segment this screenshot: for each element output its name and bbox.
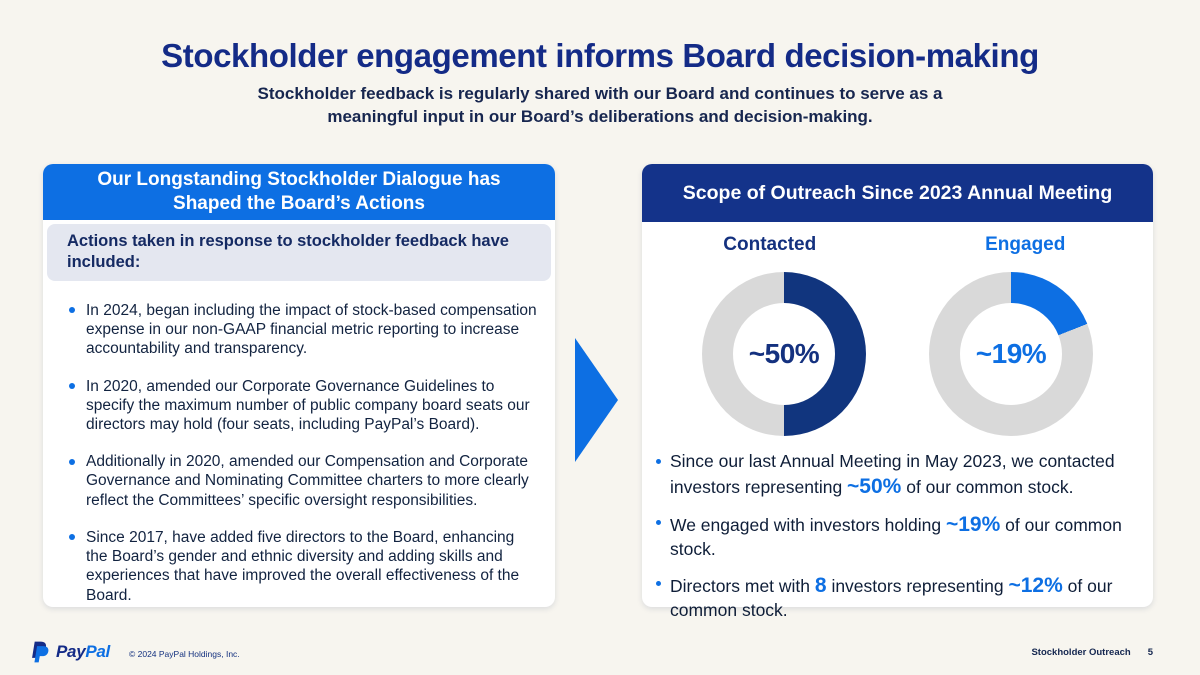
bullet-item: Additionally in 2020, amended our Compensation and Corporate Governance and Nominating Committee charters to more clearly reflect the Committees’ specific oversight responsibilities.: [69, 452, 539, 510]
bullet-item: In 2020, amended our Corporate Governance Guidelines to specify the maximum number of public company board seats our directors may hold (four seats, including PayPal’s Board).: [69, 377, 539, 435]
left-card-subheader: Actions taken in response to stockholder feedback have included:: [47, 224, 551, 281]
paypal-logo-icon: [30, 641, 49, 663]
right-bullet-list: [642, 436, 1153, 622]
left-bullet-list: [43, 281, 555, 605]
donut-hole: [733, 303, 835, 405]
paypal-wordmark: [56, 642, 110, 662]
right-arrow-icon: [575, 338, 618, 462]
engaged-donut-chart: [929, 272, 1093, 436]
engaged-label: Engaged: [985, 234, 1066, 255]
subtitle-line-2: meaningful input in our Board’s deliberations and decision-making.: [327, 106, 873, 126]
scope-of-outreach-card: [642, 164, 1153, 621]
section-label: Stockholder Outreach: [1031, 647, 1131, 658]
donut-hole: [960, 303, 1062, 405]
donut-center-label: ~19%: [975, 338, 1047, 369]
bullet-item: In 2024, began including the impact of stock-based compensation expense in our non-GAAP financial metric reporting to increase accountability and transparency.: [69, 301, 539, 359]
footer-left: [30, 641, 240, 663]
donut-center-label: ~50%: [748, 338, 820, 369]
bullet-item: Since our last Annual Meeting in May 2023, we contacted investors representing ~50% of our common stock.: [654, 450, 1143, 500]
wordmark-pay: Pay: [56, 642, 86, 661]
footer-right: [1031, 647, 1153, 658]
contacted-label: Contacted: [723, 234, 817, 255]
right-card-header: Scope of Outreach Since 2023 Annual Meeting: [642, 164, 1153, 222]
donut-column-labels: [642, 234, 1153, 256]
wordmark-pal: Pal: [85, 642, 110, 661]
left-card-header: Our Longstanding Stockholder Dialogue has Shaped the Board’s Actions: [43, 164, 555, 220]
subtitle-line-1: Stockholder feedback is regularly shared with our Board and continues to serve as a: [257, 84, 943, 103]
page-title: Stockholder engagement informs Board decision-making: [161, 37, 1039, 74]
donut-chart-row: [642, 272, 1153, 436]
bullet-item: Directors met with 8 investors representing ~12% of our common stock.: [654, 572, 1143, 622]
page-subtitle: [0, 83, 1200, 128]
bullet-item: We engaged with investors holding ~19% of our common stock.: [654, 511, 1143, 561]
contacted-donut-chart: [702, 272, 866, 436]
page-number: 5: [1147, 647, 1153, 658]
stockholder-dialogue-card: [43, 164, 555, 607]
bullet-item: Since 2017, have added five directors to the Board, enhancing the Board’s gender and ethnic diversity and adding skills and experiences that have improved the overall effectiveness of the Board.: [69, 528, 539, 605]
copyright-text: © 2024 PayPal Holdings, Inc.: [128, 648, 240, 659]
